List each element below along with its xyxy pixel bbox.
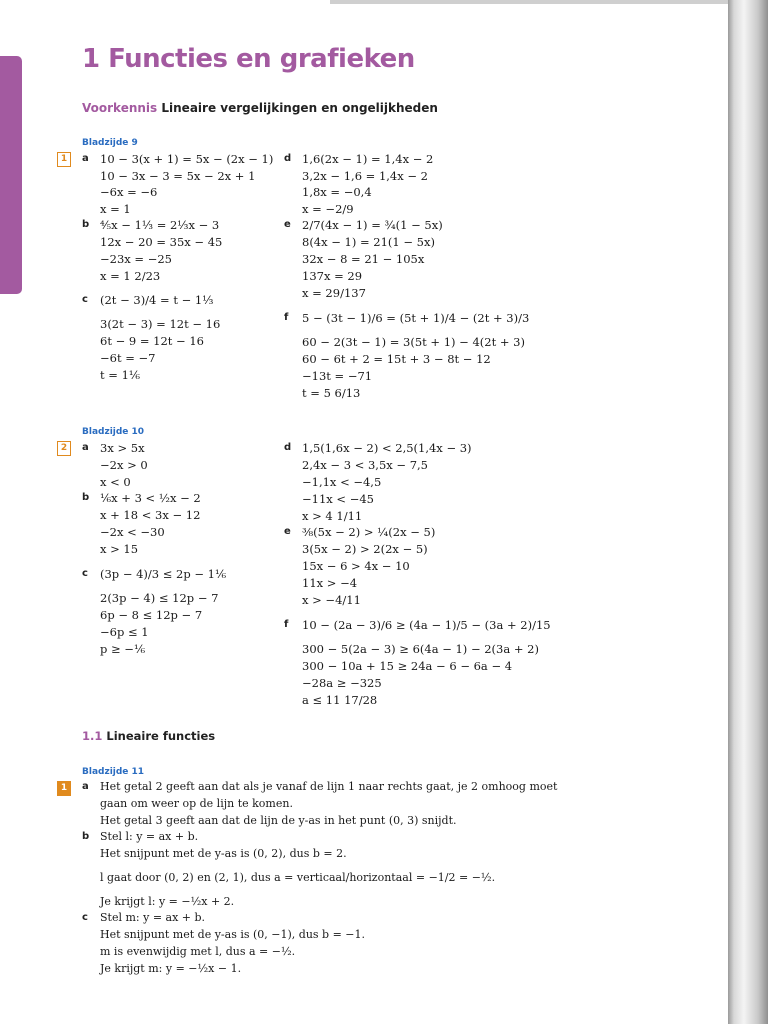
inequality-line: p ≥ −⅙ — [100, 642, 146, 656]
section-title: Lineaire vergelijkingen en ongelijkheden — [161, 101, 438, 115]
equation-line: 60 − 6t + 2 = 15t + 3 − 8t − 12 — [302, 352, 491, 366]
page-label-10: Bladzijde 10 — [82, 427, 145, 437]
answer-line: Het getal 2 geeft aan dat als je vanaf de lijn 1 naar rechts gaat, je 2 omhoog moet — [100, 780, 558, 793]
inequality-line: 6p − 8 ≤ 12p − 7 — [100, 608, 203, 622]
equation-line: 137x = 29 — [302, 269, 363, 283]
inequality-line: (3p − 4)/3 ≤ 2p − 1⅙ — [100, 567, 227, 581]
equation-line: 1,8x = −0,4 — [302, 185, 372, 199]
answer-line: m is evenwijdig met l, dus a = −½. — [100, 945, 296, 958]
part-label-f: f — [284, 619, 289, 630]
part-label-a: a — [82, 781, 89, 792]
answer-line: Het snijpunt met de y-as is (0, 2), dus b = 2. — [100, 847, 347, 860]
equation-line: x = −2/9 — [302, 202, 354, 216]
equation-line: t = 5 6/13 — [302, 386, 361, 400]
part-label-f: f — [284, 312, 289, 323]
part-label-b: b — [82, 831, 90, 842]
inequality-line: x < 0 — [100, 475, 131, 489]
inequality-line: ⅙x + 3 < ½x − 2 — [100, 491, 201, 505]
equation-line: 6t − 9 = 12t − 16 — [100, 334, 204, 348]
answer-line: Je krijgt m: y = −½x − 1. — [100, 962, 242, 975]
inequality-line: −2x < −30 — [100, 525, 165, 539]
chapter-tab — [0, 56, 22, 294]
part-label-b: b — [82, 219, 90, 230]
page-edge-shadow — [330, 0, 768, 4]
answer-line: Je krijgt l: y = −½x + 2. — [100, 895, 235, 908]
exercise-number: 1 — [57, 781, 71, 796]
equation-line: 1,6(2x − 1) = 1,4x − 2 — [302, 152, 434, 166]
subsection-heading — [82, 729, 215, 743]
inequality-line: 10 − (2a − 3)/6 ≥ (4a − 1)/5 − (3a + 2)/15 — [302, 618, 551, 632]
part-label-c: c — [82, 912, 88, 923]
equation-line: x = 1 2/23 — [100, 269, 161, 283]
answer-line: gaan om weer op de lijn te komen. — [100, 797, 293, 810]
part-label-e: e — [284, 219, 291, 230]
equation-line: 8(4x − 1) = 21(1 − 5x) — [302, 235, 435, 249]
equation-line: 12x − 20 = 35x − 45 — [100, 235, 223, 249]
inequality-line: 300 − 10a + 15 ≥ 24a − 6 − 6a − 4 — [302, 659, 513, 673]
equation-line: 32x − 8 = 21 − 105x — [302, 252, 425, 266]
part-label-b: b — [82, 492, 90, 503]
exercise-number: 1 — [57, 152, 71, 167]
section-prefix: Voorkennis — [82, 101, 158, 115]
equation-line: −13t = −71 — [302, 369, 373, 383]
part-label-d: d — [284, 153, 292, 164]
inequality-line: 15x − 6 > 4x − 10 — [302, 559, 410, 573]
equation-line: 60 − 2(3t − 1) = 3(5t + 1) − 4(2t + 3) — [302, 335, 525, 349]
inequality-line: 2(3p − 4) ≤ 12p − 7 — [100, 591, 219, 605]
answer-line: Het getal 3 geeft aan dat de lijn de y-as in het punt (0, 3) snijdt. — [100, 814, 457, 827]
inequality-line: 2,4x − 3 < 3,5x − 7,5 — [302, 458, 428, 472]
book-spine — [728, 0, 768, 1024]
subsection-number: 1.1 — [82, 729, 103, 743]
inequality-line: 3(5x − 2) > 2(2x − 5) — [302, 542, 428, 556]
part-label-a: a — [82, 153, 89, 164]
inequality-line: x + 18 < 3x − 12 — [100, 508, 201, 522]
inequality-line: 3x > 5x — [100, 441, 145, 455]
answer-line: Stel l: y = ax + b. — [100, 830, 199, 843]
exercise-number: 2 — [57, 441, 71, 456]
equation-line: −6t = −7 — [100, 351, 156, 365]
part-label-e: e — [284, 526, 291, 537]
equation-line: x = 1 — [100, 202, 131, 216]
inequality-line: 1,5(1,6x − 2) < 2,5(1,4x − 3) — [302, 441, 472, 455]
answer-line: Het snijpunt met de y-as is (0, −1), dus b = −1. — [100, 928, 366, 941]
inequality-line: a ≤ 11 17/28 — [302, 693, 378, 707]
equation-line: −6x = −6 — [100, 185, 158, 199]
equation-line: 10 − 3(x + 1) = 5x − (2x − 1) — [100, 152, 274, 166]
equation-line: x = 29/137 — [302, 286, 366, 300]
equation-line: t = 1⅙ — [100, 368, 141, 382]
inequality-line: −6p ≤ 1 — [100, 625, 149, 639]
equation-line: 10 − 3x − 3 = 5x − 2x + 1 — [100, 169, 256, 183]
section-heading — [82, 101, 438, 115]
equation-line: 3(2t − 3) = 12t − 16 — [100, 317, 221, 331]
inequality-line: x > 4 1/11 — [302, 509, 363, 523]
inequality-line: x > 15 — [100, 542, 139, 556]
inequality-line: x > −4/11 — [302, 593, 361, 607]
answer-line: Stel m: y = ax + b. — [100, 911, 206, 924]
equation-line: (2t − 3)/4 = t − 1⅓ — [100, 293, 214, 307]
part-label-c: c — [82, 568, 88, 579]
page-label-11: Bladzijde 11 — [82, 767, 145, 777]
inequality-line: 11x > −4 — [302, 576, 358, 590]
inequality-line: −1,1x < −4,5 — [302, 475, 382, 489]
part-label-a: a — [82, 442, 89, 453]
equation-line: 5 − (3t − 1)/6 = (5t + 1)/4 − (2t + 3)/3 — [302, 311, 530, 325]
inequality-line: 300 − 5(2a − 3) ≥ 6(4a − 1) − 2(3a + 2) — [302, 642, 539, 656]
subsection-title: Lineaire functies — [106, 729, 216, 743]
equation-line: −23x = −25 — [100, 252, 172, 266]
equation-line: 3,2x − 1,6 = 1,4x − 2 — [302, 169, 428, 183]
equation-line: 2/7(4x − 1) = ¾(1 − 5x) — [302, 218, 443, 232]
chapter-title: 1 Functies en grafieken — [82, 44, 415, 74]
inequality-line: −2x > 0 — [100, 458, 148, 472]
inequality-line: −28a ≥ −325 — [302, 676, 382, 690]
inequality-line: ⅜(5x − 2) > ¼(2x − 5) — [302, 525, 436, 539]
part-label-d: d — [284, 442, 292, 453]
page-label-9: Bladzijde 9 — [82, 138, 138, 148]
equation-line: ⅘x − 1⅓ = 2⅓x − 3 — [100, 218, 220, 232]
inequality-line: −11x < −45 — [302, 492, 374, 506]
part-label-c: c — [82, 294, 88, 305]
answer-line: l gaat door (0, 2) en (2, 1), dus a = verticaal/horizontaal = −1/2 = −½. — [100, 871, 496, 884]
